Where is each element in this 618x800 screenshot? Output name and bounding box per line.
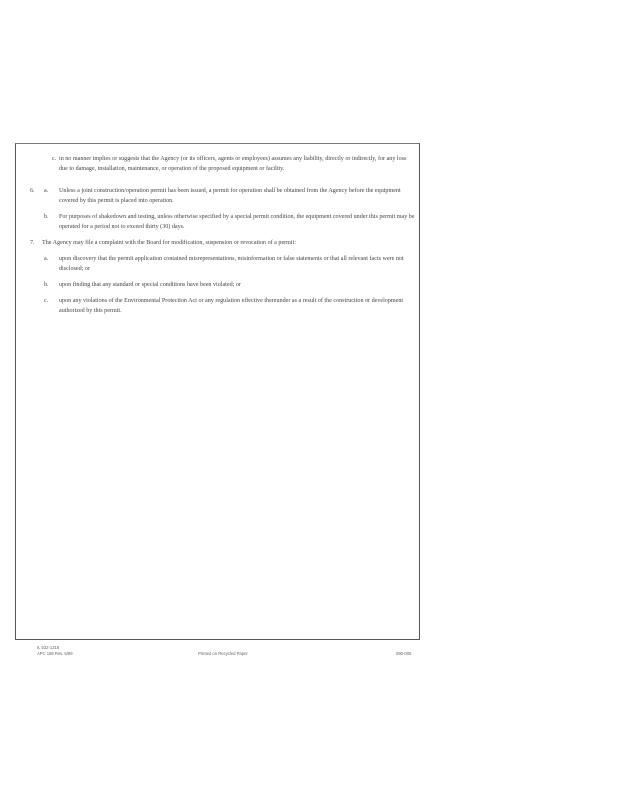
form-number	[37, 645, 73, 657]
page-border-bottom-rule	[15, 639, 420, 640]
condition-text: For purposes of shakedown and testing, unless otherwise specified by a special permit condition, the equipment covered under this permit may be operated for a period not to exceed thirty (30) days.	[59, 214, 415, 230]
condition-text: upon finding that any standard or special conditions have been violated; or	[59, 282, 241, 288]
condition-text: upon any violations of the Environmental Protection Act or any regulation effective thereunder as a result of the construction or development authorized by this permit.	[59, 298, 404, 314]
item-number: 7.	[30, 240, 35, 246]
condition-text: in no manner implies or suggests that the Agency (or its officers, agents or employees) assumes any liability, directly or indirectly, for any loss due to damage, installation, maintenance, or operation of the proposed equipment or facility.	[59, 156, 407, 172]
condition-text: Unless a joint construction/operation permit has been issued, a permit for operation shall be obtained from the Agency before the equipment covered by this permit is placed into operation.	[59, 188, 401, 204]
item-letter: c.	[52, 156, 57, 162]
document-code: 090-005	[396, 651, 412, 656]
item-letter: b.	[44, 214, 49, 220]
recycled-paper-note: Printed on Recycled Paper	[198, 651, 248, 656]
item-letter: a.	[44, 256, 49, 262]
item-letter: c.	[44, 298, 49, 304]
condition-text: upon discovery that the permit application contained misrepresentations, misinformation or false statements or that all relevant facts were not disclosed; or	[59, 256, 404, 272]
condition-text: The Agency may file a complaint with the Board for modification, suspension or revocation of a permit:	[42, 240, 297, 246]
item-letter: b.	[44, 282, 49, 288]
item-letter: a.	[44, 188, 49, 194]
form-number-line2: APC 166 Rev. 5/99	[37, 651, 73, 656]
form-number-line1: IL 532-1218	[37, 645, 60, 650]
item-number: 6.	[30, 188, 35, 194]
